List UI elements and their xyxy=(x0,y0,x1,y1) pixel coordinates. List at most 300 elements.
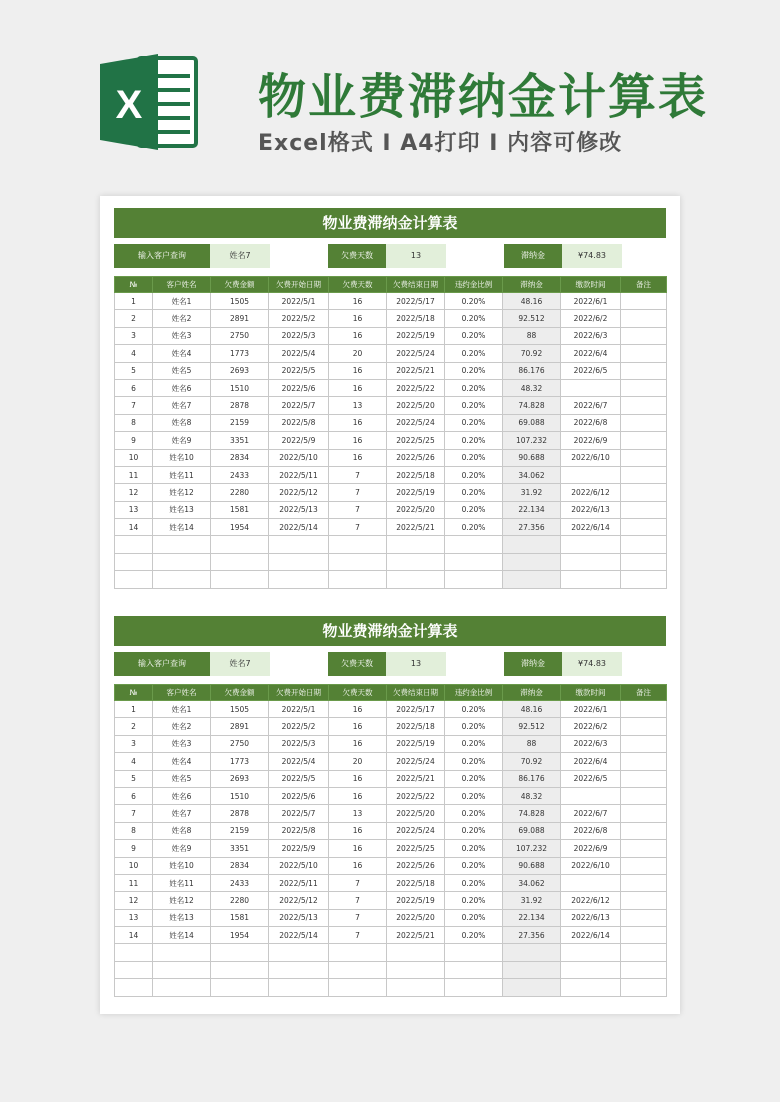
table-cell[interactable]: 3351 xyxy=(211,432,269,449)
table-cell[interactable]: 1773 xyxy=(211,345,269,362)
table-cell[interactable]: 9 xyxy=(115,840,153,857)
table-cell[interactable] xyxy=(503,944,561,961)
table-cell[interactable]: 0.20% xyxy=(445,735,503,752)
table-cell[interactable]: 88 xyxy=(503,735,561,752)
table-cell[interactable]: 姓名4 xyxy=(153,753,211,770)
table-cell[interactable]: 16 xyxy=(329,840,387,857)
table-cell[interactable]: 0.20% xyxy=(445,432,503,449)
table-cell[interactable]: 74.828 xyxy=(503,805,561,822)
table-cell[interactable]: 姓名3 xyxy=(153,327,211,344)
table-cell[interactable]: 2878 xyxy=(211,397,269,414)
table-cell[interactable]: 2022/5/20 xyxy=(387,909,445,926)
table-cell[interactable] xyxy=(621,414,667,431)
table-cell[interactable]: 13 xyxy=(115,501,153,518)
table-cell[interactable]: 3351 xyxy=(211,840,269,857)
table-cell[interactable]: 姓名14 xyxy=(153,519,211,536)
table-cell[interactable]: 0.20% xyxy=(445,770,503,787)
table-cell[interactable] xyxy=(503,961,561,978)
table-cell[interactable]: 2022/5/24 xyxy=(387,822,445,839)
table-cell[interactable]: 107.232 xyxy=(503,432,561,449)
table-cell[interactable] xyxy=(329,961,387,978)
table-cell[interactable] xyxy=(153,536,211,553)
table-cell[interactable]: 2022/5/11 xyxy=(269,874,329,891)
table-cell[interactable]: 2022/5/5 xyxy=(269,362,329,379)
table-cell[interactable]: 34.062 xyxy=(503,466,561,483)
table-cell[interactable]: 2022/6/5 xyxy=(561,362,621,379)
table-cell[interactable] xyxy=(503,536,561,553)
table-cell[interactable] xyxy=(621,840,667,857)
table-cell[interactable]: 2022/6/3 xyxy=(561,735,621,752)
table-cell[interactable]: 2022/5/7 xyxy=(269,805,329,822)
table-cell[interactable]: 16 xyxy=(329,787,387,804)
table-cell[interactable]: 姓名2 xyxy=(153,718,211,735)
table-cell[interactable]: 2834 xyxy=(211,857,269,874)
table-cell[interactable] xyxy=(445,571,503,588)
table-cell[interactable] xyxy=(621,449,667,466)
table-cell[interactable] xyxy=(621,753,667,770)
table-cell[interactable] xyxy=(329,979,387,996)
table-cell[interactable]: 1510 xyxy=(211,379,269,396)
table-cell[interactable]: 2022/5/1 xyxy=(269,701,329,718)
table-cell[interactable] xyxy=(269,961,329,978)
table-cell[interactable] xyxy=(561,979,621,996)
table-cell[interactable]: 16 xyxy=(329,414,387,431)
table-cell[interactable]: 12 xyxy=(115,892,153,909)
table-cell[interactable]: 姓名6 xyxy=(153,379,211,396)
table-cell[interactable]: 0.20% xyxy=(445,397,503,414)
table-cell[interactable]: 1773 xyxy=(211,753,269,770)
table-cell[interactable]: 1 xyxy=(115,293,153,310)
table-cell[interactable]: 13 xyxy=(115,909,153,926)
table-cell[interactable]: 2022/6/9 xyxy=(561,840,621,857)
table-cell[interactable]: 0.20% xyxy=(445,293,503,310)
table-cell[interactable]: 2022/6/12 xyxy=(561,484,621,501)
table-cell[interactable] xyxy=(269,979,329,996)
table-cell[interactable]: 7 xyxy=(115,397,153,414)
table-cell[interactable]: 48.32 xyxy=(503,787,561,804)
table-cell[interactable]: 16 xyxy=(329,857,387,874)
table-cell[interactable]: 70.92 xyxy=(503,753,561,770)
table-cell[interactable]: 0.20% xyxy=(445,857,503,874)
table-cell[interactable] xyxy=(329,553,387,570)
table-cell[interactable]: 2022/5/3 xyxy=(269,735,329,752)
table-cell[interactable]: 2022/5/13 xyxy=(269,909,329,926)
table-cell[interactable]: 0.20% xyxy=(445,484,503,501)
query-name-input[interactable]: 姓名7 xyxy=(210,244,270,268)
table-cell[interactable]: 7 xyxy=(329,909,387,926)
table-cell[interactable]: 2022/5/24 xyxy=(387,414,445,431)
table-cell[interactable] xyxy=(621,735,667,752)
table-cell[interactable]: 2022/5/2 xyxy=(269,310,329,327)
table-cell[interactable]: 0.20% xyxy=(445,519,503,536)
table-cell[interactable]: 11 xyxy=(115,466,153,483)
table-cell[interactable]: 4 xyxy=(115,345,153,362)
table-cell[interactable] xyxy=(211,961,269,978)
table-cell[interactable]: 7 xyxy=(329,892,387,909)
table-cell[interactable]: 0.20% xyxy=(445,909,503,926)
table-cell[interactable]: 0.20% xyxy=(445,701,503,718)
table-cell[interactable] xyxy=(621,466,667,483)
table-cell[interactable]: 6 xyxy=(115,787,153,804)
table-cell[interactable]: 2022/5/21 xyxy=(387,927,445,944)
table-cell[interactable]: 0.20% xyxy=(445,362,503,379)
table-cell[interactable]: 7 xyxy=(329,519,387,536)
table-cell[interactable]: 姓名11 xyxy=(153,874,211,891)
table-cell[interactable]: 姓名9 xyxy=(153,432,211,449)
table-cell[interactable]: 4 xyxy=(115,753,153,770)
table-cell[interactable] xyxy=(621,484,667,501)
table-cell[interactable]: 2891 xyxy=(211,310,269,327)
table-cell[interactable]: 1 xyxy=(115,701,153,718)
table-cell[interactable]: 74.828 xyxy=(503,397,561,414)
table-cell[interactable] xyxy=(211,536,269,553)
table-cell[interactable] xyxy=(621,536,667,553)
table-cell[interactable]: 3 xyxy=(115,735,153,752)
table-cell[interactable]: 10 xyxy=(115,857,153,874)
table-cell[interactable]: 0.20% xyxy=(445,892,503,909)
table-cell[interactable]: 7 xyxy=(329,874,387,891)
table-cell[interactable]: 姓名10 xyxy=(153,449,211,466)
table-cell[interactable]: 5 xyxy=(115,362,153,379)
table-cell[interactable]: 姓名1 xyxy=(153,701,211,718)
table-cell[interactable]: 姓名13 xyxy=(153,501,211,518)
table-cell[interactable]: 0.20% xyxy=(445,449,503,466)
table-cell[interactable]: 2022/5/9 xyxy=(269,432,329,449)
table-cell[interactable]: 16 xyxy=(329,362,387,379)
table-cell[interactable]: 1954 xyxy=(211,519,269,536)
table-cell[interactable] xyxy=(269,536,329,553)
table-cell[interactable]: 2022/5/14 xyxy=(269,519,329,536)
table-cell[interactable] xyxy=(445,944,503,961)
table-cell[interactable] xyxy=(621,362,667,379)
table-cell[interactable]: 2022/5/26 xyxy=(387,449,445,466)
table-cell[interactable]: 1505 xyxy=(211,293,269,310)
table-cell[interactable]: 2022/6/13 xyxy=(561,909,621,926)
table-cell[interactable]: 2022/5/7 xyxy=(269,397,329,414)
table-cell[interactable]: 2159 xyxy=(211,414,269,431)
table-cell[interactable]: 0.20% xyxy=(445,753,503,770)
table-cell[interactable]: 0.20% xyxy=(445,840,503,857)
table-cell[interactable]: 2280 xyxy=(211,484,269,501)
table-cell[interactable] xyxy=(561,379,621,396)
table-cell[interactable]: 2022/6/14 xyxy=(561,927,621,944)
table-cell[interactable]: 0.20% xyxy=(445,787,503,804)
table-cell[interactable]: 13 xyxy=(329,397,387,414)
table-cell[interactable]: 48.16 xyxy=(503,701,561,718)
table-cell[interactable]: 2022/5/10 xyxy=(269,857,329,874)
table-cell[interactable] xyxy=(621,979,667,996)
table-cell[interactable]: 7 xyxy=(329,484,387,501)
table-cell[interactable] xyxy=(621,944,667,961)
table-cell[interactable]: 0.20% xyxy=(445,345,503,362)
table-cell[interactable] xyxy=(621,397,667,414)
table-cell[interactable] xyxy=(115,979,153,996)
table-cell[interactable]: 2022/5/14 xyxy=(269,927,329,944)
table-cell[interactable]: 2022/5/25 xyxy=(387,432,445,449)
table-cell[interactable]: 16 xyxy=(329,293,387,310)
table-cell[interactable]: 姓名11 xyxy=(153,466,211,483)
table-cell[interactable]: 姓名3 xyxy=(153,735,211,752)
table-cell[interactable]: 2022/5/8 xyxy=(269,414,329,431)
table-cell[interactable]: 2878 xyxy=(211,805,269,822)
table-cell[interactable]: 2022/5/22 xyxy=(387,787,445,804)
table-cell[interactable]: 姓名8 xyxy=(153,414,211,431)
table-cell[interactable] xyxy=(621,501,667,518)
table-cell[interactable]: 2022/5/6 xyxy=(269,379,329,396)
table-cell[interactable]: 2159 xyxy=(211,822,269,839)
table-cell[interactable]: 2022/6/7 xyxy=(561,397,621,414)
table-cell[interactable] xyxy=(621,293,667,310)
table-cell[interactable]: 2022/5/12 xyxy=(269,484,329,501)
table-cell[interactable]: 姓名7 xyxy=(153,805,211,822)
table-cell[interactable] xyxy=(269,553,329,570)
table-cell[interactable]: 2022/5/19 xyxy=(387,327,445,344)
table-cell[interactable] xyxy=(561,944,621,961)
table-cell[interactable]: 姓名14 xyxy=(153,927,211,944)
table-cell[interactable]: 2022/5/5 xyxy=(269,770,329,787)
table-cell[interactable]: 姓名12 xyxy=(153,484,211,501)
table-cell[interactable]: 2891 xyxy=(211,718,269,735)
table-cell[interactable]: 2022/6/2 xyxy=(561,718,621,735)
table-cell[interactable]: 0.20% xyxy=(445,379,503,396)
table-cell[interactable] xyxy=(561,874,621,891)
table-cell[interactable]: 16 xyxy=(329,701,387,718)
table-cell[interactable]: 2022/5/26 xyxy=(387,857,445,874)
table-cell[interactable]: 90.688 xyxy=(503,449,561,466)
table-cell[interactable] xyxy=(445,536,503,553)
table-cell[interactable] xyxy=(387,553,445,570)
table-cell[interactable]: 姓名9 xyxy=(153,840,211,857)
table-cell[interactable] xyxy=(621,822,667,839)
table-cell[interactable]: 2022/5/9 xyxy=(269,840,329,857)
table-cell[interactable]: 2022/5/19 xyxy=(387,484,445,501)
table-cell[interactable]: 2022/6/9 xyxy=(561,432,621,449)
table-cell[interactable] xyxy=(621,787,667,804)
table-cell[interactable]: 16 xyxy=(329,432,387,449)
table-cell[interactable]: 2022/5/4 xyxy=(269,345,329,362)
table-cell[interactable]: 2022/5/2 xyxy=(269,718,329,735)
table-cell[interactable] xyxy=(387,571,445,588)
table-cell[interactable] xyxy=(561,536,621,553)
table-cell[interactable]: 2022/5/17 xyxy=(387,293,445,310)
table-cell[interactable]: 0.20% xyxy=(445,805,503,822)
table-cell[interactable]: 1954 xyxy=(211,927,269,944)
table-cell[interactable]: 姓名8 xyxy=(153,822,211,839)
table-cell[interactable] xyxy=(387,961,445,978)
table-cell[interactable] xyxy=(561,961,621,978)
table-cell[interactable]: 0.20% xyxy=(445,718,503,735)
table-cell[interactable]: 2433 xyxy=(211,874,269,891)
table-cell[interactable]: 3 xyxy=(115,327,153,344)
table-cell[interactable]: 2022/5/6 xyxy=(269,787,329,804)
table-cell[interactable]: 86.176 xyxy=(503,770,561,787)
table-cell[interactable]: 22.134 xyxy=(503,909,561,926)
table-cell[interactable] xyxy=(621,961,667,978)
table-cell[interactable]: 2022/6/12 xyxy=(561,892,621,909)
table-cell[interactable]: 2693 xyxy=(211,362,269,379)
table-cell[interactable] xyxy=(621,432,667,449)
table-cell[interactable]: 姓名1 xyxy=(153,293,211,310)
table-cell[interactable]: 107.232 xyxy=(503,840,561,857)
table-cell[interactable]: 姓名6 xyxy=(153,787,211,804)
table-cell[interactable]: 姓名2 xyxy=(153,310,211,327)
table-cell[interactable] xyxy=(153,979,211,996)
table-cell[interactable]: 0.20% xyxy=(445,466,503,483)
table-cell[interactable] xyxy=(621,519,667,536)
table-cell[interactable]: 16 xyxy=(329,327,387,344)
table-cell[interactable] xyxy=(621,345,667,362)
table-cell[interactable] xyxy=(115,961,153,978)
table-cell[interactable]: 2022/6/4 xyxy=(561,345,621,362)
table-cell[interactable] xyxy=(621,909,667,926)
table-cell[interactable]: 1581 xyxy=(211,501,269,518)
table-cell[interactable] xyxy=(269,571,329,588)
table-cell[interactable]: 2 xyxy=(115,718,153,735)
table-cell[interactable]: 2022/5/19 xyxy=(387,892,445,909)
table-cell[interactable]: 姓名13 xyxy=(153,909,211,926)
table-cell[interactable] xyxy=(329,536,387,553)
table-cell[interactable]: 2022/5/20 xyxy=(387,805,445,822)
table-cell[interactable]: 姓名4 xyxy=(153,345,211,362)
table-cell[interactable] xyxy=(503,553,561,570)
table-cell[interactable]: 8 xyxy=(115,414,153,431)
table-cell[interactable]: 6 xyxy=(115,379,153,396)
table-cell[interactable] xyxy=(445,979,503,996)
table-cell[interactable]: 7 xyxy=(329,501,387,518)
table-cell[interactable]: 2022/5/8 xyxy=(269,822,329,839)
table-cell[interactable]: 12 xyxy=(115,484,153,501)
table-cell[interactable]: 2022/6/10 xyxy=(561,449,621,466)
table-cell[interactable]: 2022/6/1 xyxy=(561,701,621,718)
table-cell[interactable]: 2022/5/4 xyxy=(269,753,329,770)
table-cell[interactable] xyxy=(621,874,667,891)
table-cell[interactable] xyxy=(561,466,621,483)
table-cell[interactable]: 姓名7 xyxy=(153,397,211,414)
table-cell[interactable] xyxy=(329,571,387,588)
table-cell[interactable]: 2022/5/20 xyxy=(387,501,445,518)
table-cell[interactable]: 69.088 xyxy=(503,822,561,839)
table-cell[interactable]: 2022/6/7 xyxy=(561,805,621,822)
table-cell[interactable]: 7 xyxy=(329,927,387,944)
table-cell[interactable] xyxy=(621,327,667,344)
table-cell[interactable]: 1505 xyxy=(211,701,269,718)
query-name-input[interactable]: 姓名7 xyxy=(210,652,270,676)
table-cell[interactable]: 2022/5/18 xyxy=(387,874,445,891)
table-cell[interactable]: 70.92 xyxy=(503,345,561,362)
table-cell[interactable]: 7 xyxy=(329,466,387,483)
table-cell[interactable]: 10 xyxy=(115,449,153,466)
table-cell[interactable]: 2022/5/20 xyxy=(387,397,445,414)
table-cell[interactable]: 0.20% xyxy=(445,414,503,431)
table-cell[interactable]: 2022/6/13 xyxy=(561,501,621,518)
table-cell[interactable] xyxy=(503,571,561,588)
table-cell[interactable]: 20 xyxy=(329,753,387,770)
table-cell[interactable]: 2022/5/24 xyxy=(387,345,445,362)
table-cell[interactable]: 1581 xyxy=(211,909,269,926)
table-cell[interactable]: 2022/5/22 xyxy=(387,379,445,396)
table-cell[interactable] xyxy=(115,944,153,961)
table-cell[interactable]: 2022/5/18 xyxy=(387,310,445,327)
table-cell[interactable]: 2022/6/10 xyxy=(561,857,621,874)
table-cell[interactable]: 0.20% xyxy=(445,927,503,944)
table-cell[interactable]: 0.20% xyxy=(445,501,503,518)
table-cell[interactable] xyxy=(621,379,667,396)
table-cell[interactable]: 2022/5/21 xyxy=(387,770,445,787)
table-cell[interactable]: 姓名10 xyxy=(153,857,211,874)
table-cell[interactable]: 92.512 xyxy=(503,718,561,735)
table-cell[interactable]: 16 xyxy=(329,449,387,466)
table-cell[interactable]: 2834 xyxy=(211,449,269,466)
table-cell[interactable]: 92.512 xyxy=(503,310,561,327)
table-cell[interactable] xyxy=(211,571,269,588)
table-cell[interactable]: 2022/5/18 xyxy=(387,718,445,735)
table-cell[interactable] xyxy=(211,944,269,961)
table-cell[interactable]: 2022/5/18 xyxy=(387,466,445,483)
table-cell[interactable]: 1510 xyxy=(211,787,269,804)
table-cell[interactable] xyxy=(115,571,153,588)
table-cell[interactable] xyxy=(387,536,445,553)
table-cell[interactable] xyxy=(211,553,269,570)
table-cell[interactable]: 27.356 xyxy=(503,927,561,944)
table-cell[interactable]: 86.176 xyxy=(503,362,561,379)
table-cell[interactable] xyxy=(621,927,667,944)
table-cell[interactable]: 9 xyxy=(115,432,153,449)
table-cell[interactable]: 7 xyxy=(115,805,153,822)
table-cell[interactable]: 16 xyxy=(329,718,387,735)
table-cell[interactable]: 69.088 xyxy=(503,414,561,431)
table-cell[interactable]: 0.20% xyxy=(445,874,503,891)
table-cell[interactable]: 34.062 xyxy=(503,874,561,891)
table-cell[interactable]: 16 xyxy=(329,735,387,752)
table-cell[interactable] xyxy=(621,718,667,735)
table-cell[interactable]: 2022/5/1 xyxy=(269,293,329,310)
table-cell[interactable]: 0.20% xyxy=(445,327,503,344)
table-cell[interactable]: 2022/6/1 xyxy=(561,293,621,310)
table-cell[interactable]: 14 xyxy=(115,927,153,944)
table-cell[interactable]: 8 xyxy=(115,822,153,839)
table-cell[interactable] xyxy=(445,553,503,570)
table-cell[interactable]: 2 xyxy=(115,310,153,327)
table-cell[interactable] xyxy=(115,553,153,570)
table-cell[interactable] xyxy=(621,857,667,874)
table-cell[interactable] xyxy=(387,979,445,996)
table-cell[interactable]: 16 xyxy=(329,770,387,787)
table-cell[interactable] xyxy=(621,571,667,588)
table-cell[interactable] xyxy=(153,944,211,961)
table-cell[interactable] xyxy=(561,553,621,570)
table-cell[interactable]: 48.16 xyxy=(503,293,561,310)
table-cell[interactable]: 90.688 xyxy=(503,857,561,874)
table-cell[interactable]: 姓名5 xyxy=(153,362,211,379)
table-cell[interactable] xyxy=(561,787,621,804)
table-cell[interactable] xyxy=(153,571,211,588)
table-cell[interactable]: 2022/6/14 xyxy=(561,519,621,536)
table-cell[interactable] xyxy=(621,892,667,909)
table-cell[interactable]: 2022/5/24 xyxy=(387,753,445,770)
table-cell[interactable]: 2693 xyxy=(211,770,269,787)
table-cell[interactable]: 16 xyxy=(329,822,387,839)
table-cell[interactable]: 姓名5 xyxy=(153,770,211,787)
table-cell[interactable]: 2022/6/3 xyxy=(561,327,621,344)
table-cell[interactable] xyxy=(621,770,667,787)
table-cell[interactable]: 2280 xyxy=(211,892,269,909)
table-cell[interactable]: 2022/6/2 xyxy=(561,310,621,327)
table-cell[interactable]: 2022/5/21 xyxy=(387,362,445,379)
table-cell[interactable]: 2022/5/3 xyxy=(269,327,329,344)
table-cell[interactable]: 2022/5/17 xyxy=(387,701,445,718)
table-cell[interactable]: 2022/5/19 xyxy=(387,735,445,752)
table-cell[interactable] xyxy=(115,536,153,553)
